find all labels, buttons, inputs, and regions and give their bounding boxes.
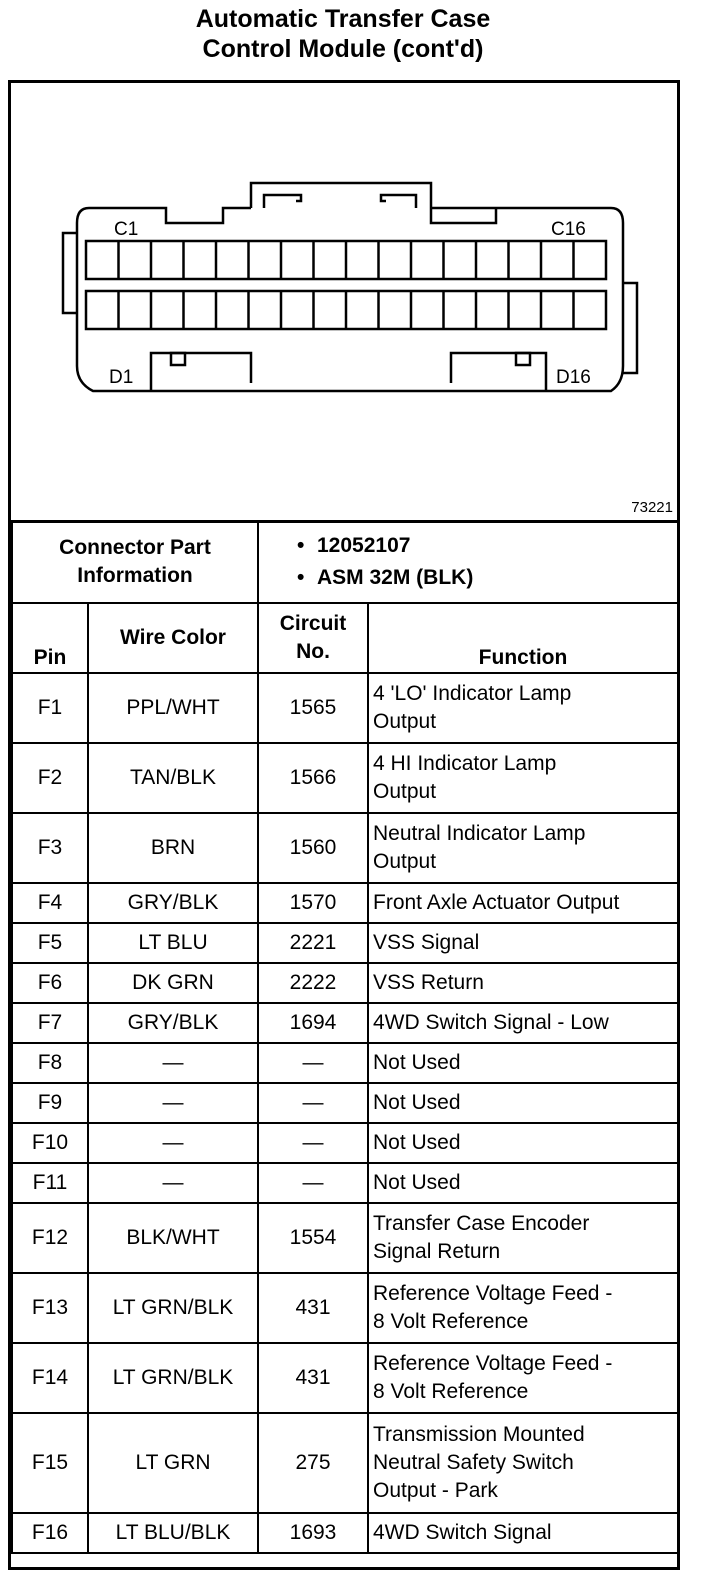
function-cell: [368, 1163, 678, 1203]
table-row: [12, 1123, 678, 1163]
function-line: Neutral Indicator Lamp: [373, 822, 586, 845]
function-cell: [368, 1123, 678, 1163]
table-row: [12, 963, 678, 1003]
pin-cell: F9: [12, 1083, 88, 1123]
function-line: Output - Park: [373, 1479, 498, 1502]
function-line: VSS Signal: [373, 931, 480, 954]
function-line: Not Used: [373, 1131, 461, 1154]
pin-cell: F5: [12, 923, 88, 963]
table-row: [12, 813, 678, 883]
title-line-2: Control Module (cont'd): [202, 35, 484, 63]
function-line: Output: [373, 710, 437, 733]
page-title: [0, 4, 686, 64]
function-line: 4 HI Indicator Lamp: [373, 752, 557, 775]
header-pin: Pin: [12, 603, 88, 673]
pin-cell: F7: [12, 1003, 88, 1043]
pinout-rows: [12, 673, 678, 1553]
connector-drawing: [11, 83, 677, 520]
connector-info-values: [258, 521, 678, 603]
function-line: Transfer Case Encoder: [373, 1212, 590, 1235]
table-row: [12, 1203, 678, 1273]
header-wire-color: Wire Color: [88, 603, 258, 673]
table-row: [12, 883, 678, 923]
function-cell: [368, 813, 678, 883]
connector-frame: [8, 80, 680, 1570]
function-cell: [368, 673, 678, 743]
function-cell: [368, 1343, 678, 1413]
table-row: [12, 743, 678, 813]
function-line: Output: [373, 850, 437, 873]
circuit-cell: 2222: [258, 963, 368, 1003]
pin-cell: F13: [12, 1273, 88, 1343]
circuit-cell: —: [258, 1163, 368, 1203]
function-line: Front Axle Actuator Output: [373, 891, 620, 914]
title-line-1: Automatic Transfer Case: [195, 5, 491, 33]
table-row: [12, 1003, 678, 1043]
header-circuit-line-1: Circuit: [279, 612, 347, 635]
header-row: [12, 603, 678, 673]
label-d1: D1: [109, 367, 134, 388]
table-row: [12, 1413, 678, 1513]
circuit-cell: —: [258, 1043, 368, 1083]
function-line: 8 Volt Reference: [373, 1380, 529, 1403]
pin-cell: F16: [12, 1513, 88, 1553]
wire-color-cell: LT BLU: [88, 923, 258, 963]
wire-color-cell: GRY/BLK: [88, 1003, 258, 1043]
function-line: 4WD Switch Signal - Low: [373, 1011, 609, 1034]
table-row: [12, 1043, 678, 1083]
label-d16: D16: [556, 367, 591, 388]
header-circuit: [258, 603, 368, 673]
bullet-icon: •: [297, 566, 305, 589]
bullet-icon: •: [297, 534, 305, 557]
circuit-cell: 1565: [258, 673, 368, 743]
pin-cell: F15: [12, 1413, 88, 1513]
function-cell: [368, 1003, 678, 1043]
connector-info-label: [12, 521, 258, 603]
pin-cell: F11: [12, 1163, 88, 1203]
function-line: 4 'LO' Indicator Lamp: [373, 682, 572, 705]
pin-cell: F12: [12, 1203, 88, 1273]
table-row: [12, 1083, 678, 1123]
pin-cell: F8: [12, 1043, 88, 1083]
table-row: [12, 1513, 678, 1553]
pin-cell: F10: [12, 1123, 88, 1163]
circuit-cell: 431: [258, 1343, 368, 1413]
wire-color-cell: LT BLU/BLK: [88, 1513, 258, 1553]
circuit-cell: 2221: [258, 923, 368, 963]
function-line: 8 Volt Reference: [373, 1310, 529, 1333]
circuit-cell: —: [258, 1123, 368, 1163]
pin-cell: F1: [12, 673, 88, 743]
function-line: 4WD Switch Signal: [373, 1521, 552, 1544]
function-cell: [368, 1513, 678, 1553]
function-line: Output: [373, 780, 437, 803]
wire-color-cell: DK GRN: [88, 963, 258, 1003]
wire-color-cell: BLK/WHT: [88, 1203, 258, 1273]
function-line: Transmission Mounted: [373, 1423, 585, 1446]
label-c16: C16: [551, 219, 586, 240]
pin-cell: F14: [12, 1343, 88, 1413]
function-cell: [368, 883, 678, 923]
function-line: Neutral Safety Switch: [373, 1451, 574, 1474]
circuit-cell: 1566: [258, 743, 368, 813]
circuit-cell: —: [258, 1083, 368, 1123]
function-cell: [368, 1083, 678, 1123]
function-cell: [368, 963, 678, 1003]
part-number: 12052107: [317, 534, 411, 557]
circuit-cell: 275: [258, 1413, 368, 1513]
function-cell: [368, 1203, 678, 1273]
figure-number: 73221: [631, 499, 673, 516]
function-cell: [368, 1273, 678, 1343]
wire-color-cell: GRY/BLK: [88, 883, 258, 923]
function-line: VSS Return: [373, 971, 484, 994]
function-line: Not Used: [373, 1091, 461, 1114]
circuit-cell: 431: [258, 1273, 368, 1343]
wire-color-cell: LT GRN/BLK: [88, 1273, 258, 1343]
circuit-cell: 1694: [258, 1003, 368, 1043]
wire-color-cell: PPL/WHT: [88, 673, 258, 743]
function-cell: [368, 1413, 678, 1513]
function-cell: [368, 743, 678, 813]
connector-info-label-line-1: Connector Part: [59, 536, 211, 559]
wire-color-cell: —: [88, 1123, 258, 1163]
pin-cell: F6: [12, 963, 88, 1003]
table-row: [12, 673, 678, 743]
function-cell: [368, 923, 678, 963]
pin-cell: F2: [12, 743, 88, 813]
pin-cell: F4: [12, 883, 88, 923]
function-line: Reference Voltage Feed -: [373, 1352, 613, 1375]
label-c1: C1: [114, 219, 139, 240]
table-row: [12, 1163, 678, 1203]
function-line: Signal Return: [373, 1240, 501, 1263]
function-line: Reference Voltage Feed -: [373, 1282, 613, 1305]
table-row: [12, 1273, 678, 1343]
header-circuit-line-2: No.: [296, 640, 330, 663]
connector-diagram: [11, 83, 677, 523]
circuit-cell: 1693: [258, 1513, 368, 1553]
function-cell: [368, 1043, 678, 1083]
table-row: [12, 1343, 678, 1413]
wire-color-cell: —: [88, 1083, 258, 1123]
circuit-cell: 1570: [258, 883, 368, 923]
wire-color-cell: —: [88, 1043, 258, 1083]
wire-color-cell: —: [88, 1163, 258, 1203]
function-line: Not Used: [373, 1171, 461, 1194]
wire-color-cell: LT GRN: [88, 1413, 258, 1513]
connector-info-row: [12, 521, 678, 603]
circuit-cell: 1554: [258, 1203, 368, 1273]
table-row: [12, 923, 678, 963]
connector-description: ASM 32M (BLK): [317, 566, 474, 589]
pin-cell: F3: [12, 813, 88, 883]
wire-color-cell: TAN/BLK: [88, 743, 258, 813]
wire-color-cell: LT GRN/BLK: [88, 1343, 258, 1413]
connector-info-label-line-2: Information: [77, 564, 193, 587]
header-function: Function: [368, 603, 678, 673]
circuit-cell: 1560: [258, 813, 368, 883]
pinout-table: [11, 520, 679, 1554]
wire-color-cell: BRN: [88, 813, 258, 883]
function-line: Not Used: [373, 1051, 461, 1074]
